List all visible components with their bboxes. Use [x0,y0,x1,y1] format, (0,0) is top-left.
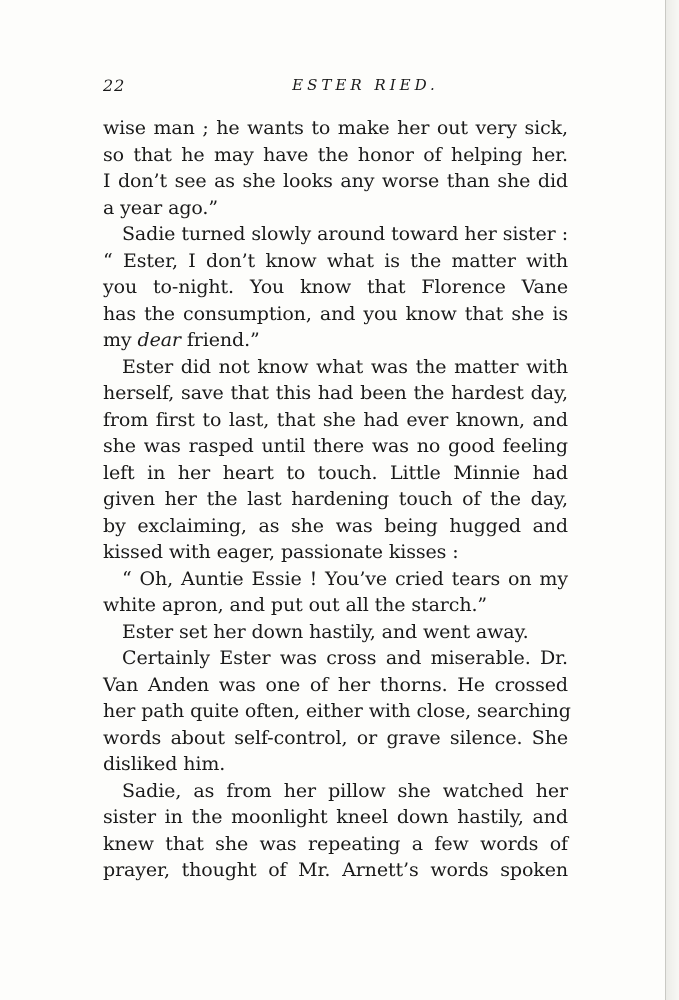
text-line: Sadie, as from her pillow she watched her [122,779,568,802]
text-line: she was rasped until there was no good feeling [103,435,568,457]
page-edge-shadow [666,0,679,1000]
text-line: you to-night. You know that Florence Vane [103,276,568,298]
text-line: wise man ; he wants to make her out very sick, [103,117,568,139]
text-line: Ester did not know what was the matter with [122,355,568,378]
text-line: “ Ester, I don’t know what is the matter with [103,249,568,272]
text-line: prayer, thought of Mr. Arnett’s words spoken [103,859,568,881]
text-line: has the consumption, and you know that she is [103,302,568,325]
text-line: left in her heart to touch. Little Minnie had [103,461,568,484]
text-line: herself, save that this had been the hardest day, [103,382,568,404]
text-line: her path quite often, either with close, searching [103,700,571,722]
text-line: knew that she was repeating a few words of [103,832,568,855]
text-line: by exclaiming, as she was being hugged and [103,514,568,537]
text-line: Ester set her down hastily, and went away. [122,620,529,643]
text-line: “ Oh, Auntie Essie ! You’ve cried tears on my [122,567,568,590]
text-line: from first to last, that she had ever known, and [103,408,568,431]
text-line: kissed with eager, passionate kisses : [103,541,459,563]
body-text [103,115,571,884]
text-line: words about self-control, or grave silence. She [103,726,568,749]
text-line: my dear friend.” [103,329,260,351]
text-line: a year ago.” [103,196,218,219]
text-line: sister in the moonlight kneel down hastily, and [103,806,568,828]
page-header [103,76,568,102]
text-line: Certainly Ester was cross and miserable. Dr. [122,647,568,669]
running-title: ESTER RIED. [292,76,439,94]
text-line: I don’t see as she looks any worse than she did [103,170,568,192]
text-line: white apron, and put out all the starch.” [103,594,488,616]
text-line: given her the last hardening touch of the day, [103,488,568,510]
emphasized-word: dear [137,329,181,351]
text-line: Van Anden was one of her thorns. He crossed [103,673,568,696]
page-number: 22 [103,76,126,95]
text-line: Sadie turned slowly around toward her sister : [122,223,568,245]
text-line: disliked him. [103,753,226,775]
text-line: so that he may have the honor of helping her. [103,143,568,166]
